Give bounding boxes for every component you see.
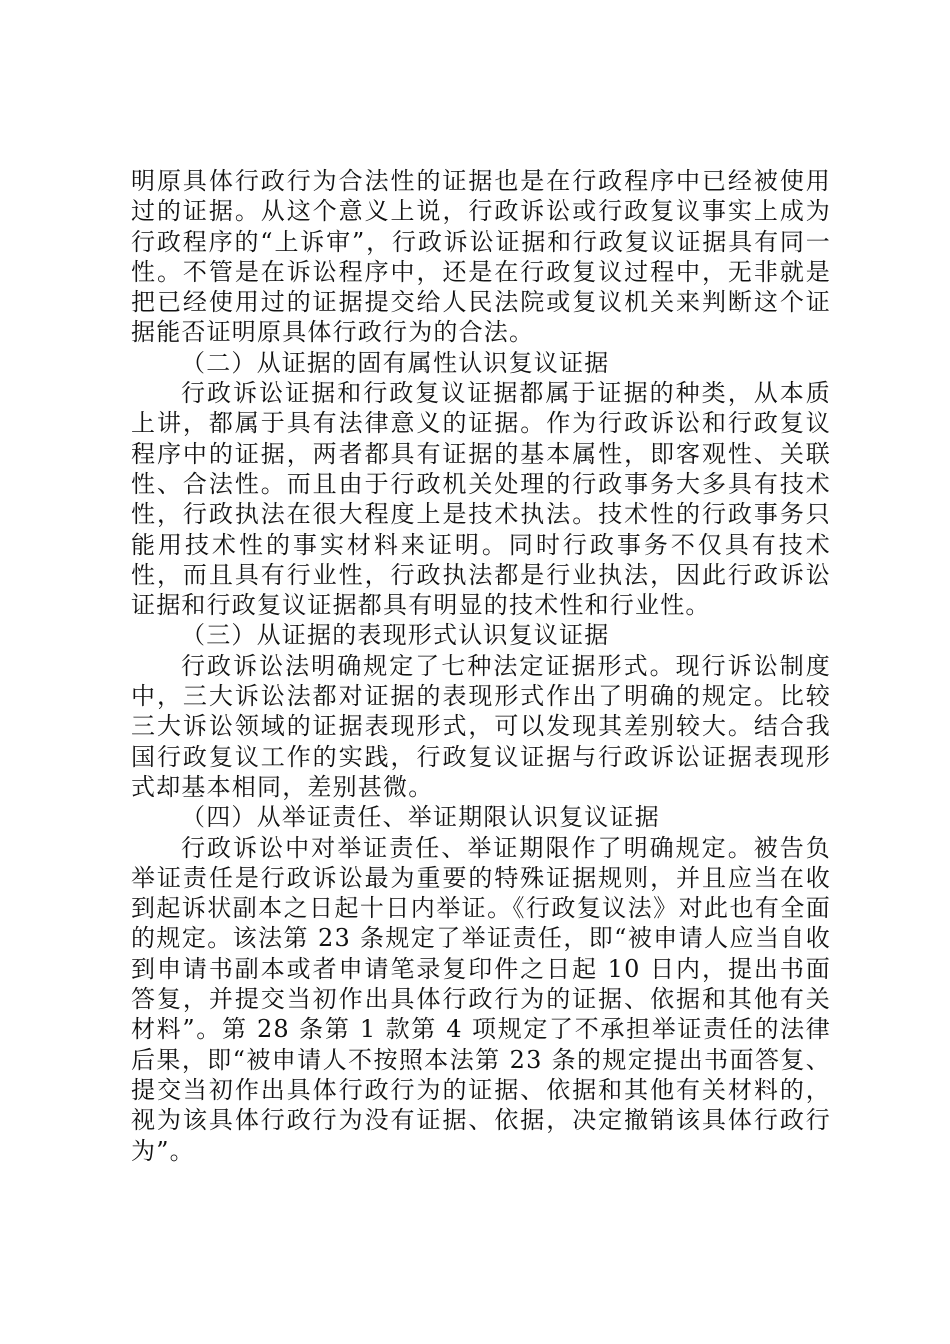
- paragraph-evidence-forms: 行政诉讼法明确规定了七种法定证据形式。现行诉讼制度中，三大诉讼法都对证据的表现形式作出了明确的规定。比较三大诉讼领域的证据表现形式，可以发现其差别较大。结合我国行政复议工作的实践，行政复议证据与行政诉讼证据表现形式却基本相同，差别甚微。: [131, 651, 831, 801]
- document-body: [131, 166, 831, 1166]
- paragraph-inherent-attributes: 行政诉讼证据和行政复议证据都属于证据的种类，从本质上讲，都属于具有法律意义的证据。作为行政诉讼和行政复议程序中的证据，两者都具有证据的基本属性，即客观性、关联性、合法性。而且由于行政机关处理的行政事务大多具有技术性，行政执法在很大程度上是技术执法。技术性的行政事务只能用技术性的事实材料来证明。同时行政事务不仅具有技术性，而且具有行业性，行政执法都是行业执法，因此行政诉讼证据和行政复议证据都具有明显的技术性和行业性。: [131, 379, 831, 620]
- paragraph-burden-of-proof: 行政诉讼中对举证责任、举证期限作了明确规定。被告负举证责任是行政诉讼最为重要的特殊证据规则，并且应当在收到起诉状副本之日起十日内举证。《行政复议法》对此也有全面的规定。该法第 23 条规定了举证责任，即“被申请人应当自收到申请书副本或者申请笔录复印件之日起 10 日内，提出书面答复，并提交当初作出具体行政行为的证据、依据和其他有关材料”。第 28 条第 1 款第 4 项规定了不承担举证责任的法律后果，即“被申请人不按照本法第 23 条的规定提出书面答复、提交当初作出具体行政行为的证据、依据和其他有关材料的，视为该具体行政行为没有证据、依据，决定撤销该具体行政行为”。: [131, 833, 831, 1165]
- section-heading-3: （三）从证据的表现形式认识复议证据: [181, 621, 610, 650]
- paragraph-continuation: 明原具体行政行为合法性的证据也是在行政程序中已经被使用过的证据。从这个意义上说，行政诉讼或行政复议事实上成为行政程序的“上诉审”，行政诉讼证据和行政复议证据具有同一性。不管是在诉讼程序中，还是在行政复议过程中，无非就是把已经使用过的证据提交给人民法院或复议机关来判断这个证据能否证明原具体行政行为的合法。: [131, 167, 831, 347]
- section-heading-4: （四）从举证责任、举证期限认识复议证据: [181, 803, 660, 832]
- section-heading-2: （二）从证据的固有属性认识复议证据: [181, 348, 610, 377]
